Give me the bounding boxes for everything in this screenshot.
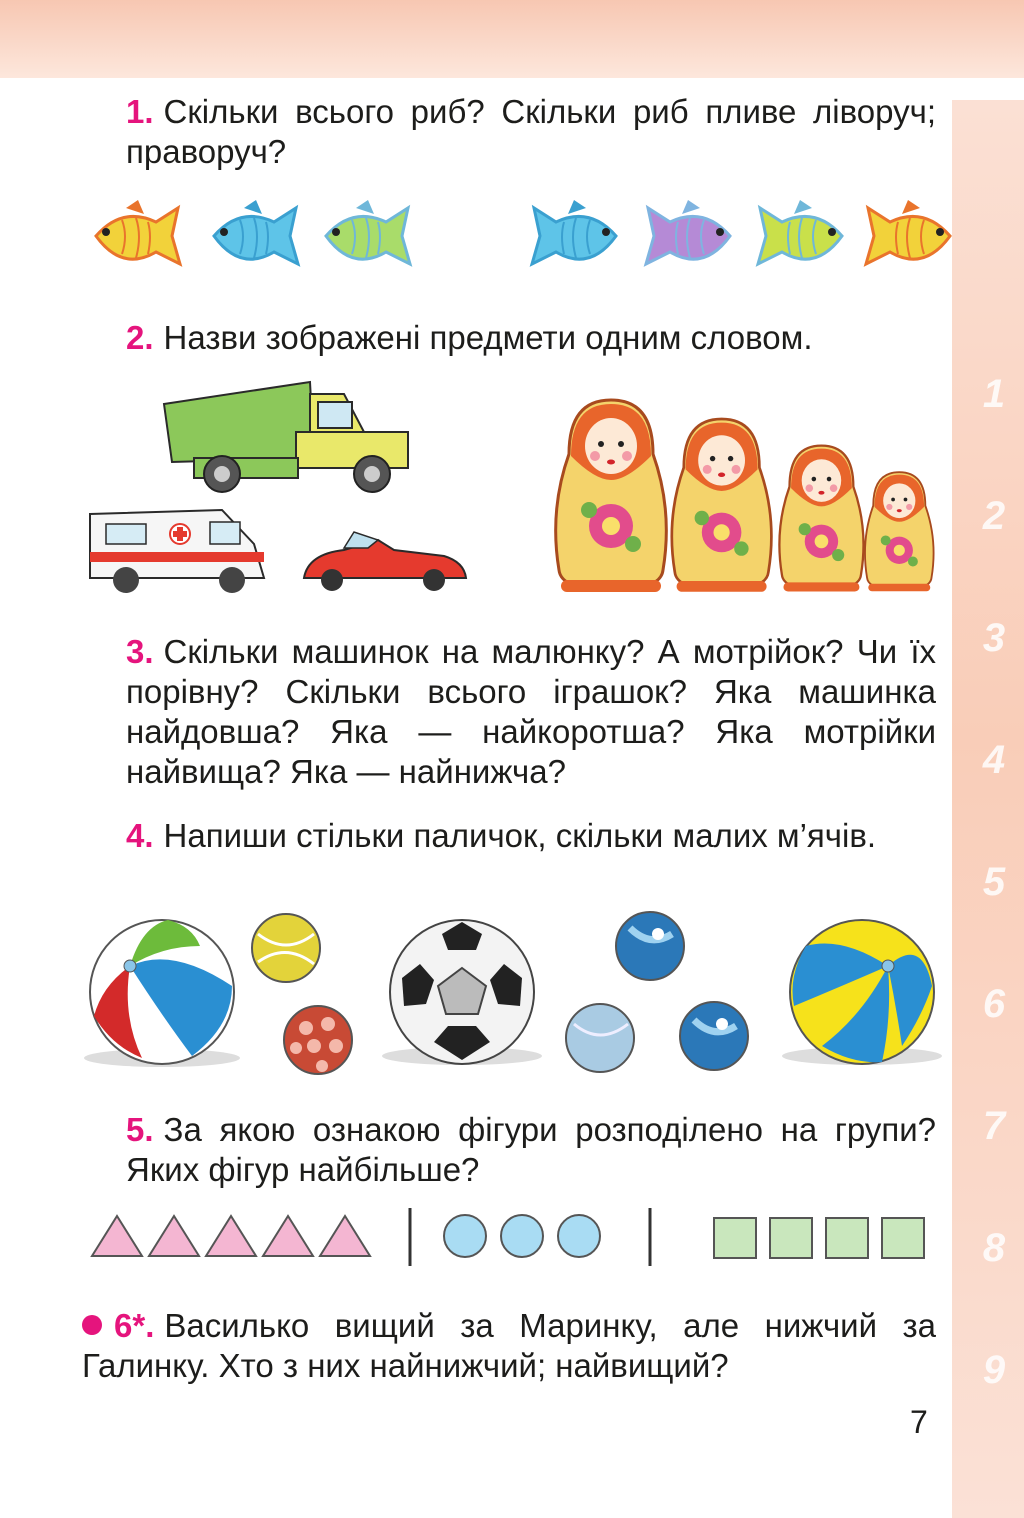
fish-icon bbox=[96, 200, 180, 264]
toys-svg bbox=[82, 372, 942, 612]
fish-icon bbox=[326, 200, 410, 264]
toys-illustration bbox=[82, 372, 942, 612]
triangle-shape bbox=[92, 1216, 142, 1256]
top-header-band bbox=[0, 0, 1024, 78]
square-shape bbox=[714, 1218, 756, 1258]
blue-ball-icon bbox=[616, 912, 684, 980]
task-3 bbox=[82, 632, 936, 792]
fish-icon bbox=[866, 200, 950, 264]
task-text: Напиши стільки паличок, скільки малих м’ячів. bbox=[163, 817, 877, 854]
fish-icon bbox=[532, 200, 616, 264]
side-tab-9: 9 bbox=[982, 1348, 1006, 1392]
circle-shape bbox=[501, 1215, 543, 1257]
task-text: Скільки машинок на малюнку? А мотрійок? Чи їх порівну? Скільки всього іграшок? Яка машинка найдовша? Яка — найкоротша? Яка мотрійки найвища? Яка — найнижча? bbox=[126, 633, 936, 790]
blue-ball-small-icon bbox=[680, 1002, 748, 1070]
side-tab-3: 3 bbox=[982, 616, 1006, 660]
balls-illustration bbox=[82, 906, 942, 1076]
task-number: 1. bbox=[126, 93, 154, 130]
square-shape bbox=[882, 1218, 924, 1258]
circle-shape bbox=[444, 1215, 486, 1257]
task-text: За якою ознакою фігури розподілено на групи? Яких фігур найбільше? bbox=[126, 1111, 936, 1188]
sports-car-illustration bbox=[304, 532, 466, 591]
task-1 bbox=[82, 92, 936, 172]
beach-ball-large-icon bbox=[90, 920, 234, 1064]
truck-illustration bbox=[164, 382, 408, 492]
square-shape bbox=[826, 1218, 868, 1258]
fish-illustration bbox=[82, 192, 942, 282]
task-2 bbox=[82, 318, 936, 358]
circle-shape bbox=[558, 1215, 600, 1257]
fish-group bbox=[82, 192, 942, 282]
task-text: Скільки всього риб? Скільки риб пливе ліворуч; праворуч? bbox=[126, 93, 936, 170]
matryoshka-icon bbox=[672, 419, 772, 592]
side-tab-5: 5 bbox=[982, 860, 1006, 904]
ambulance-illustration bbox=[90, 510, 264, 593]
task-number: 4. bbox=[126, 817, 154, 854]
tennis-ball-icon bbox=[252, 914, 320, 982]
square-shape bbox=[770, 1218, 812, 1258]
dotted-ball-icon bbox=[284, 1006, 352, 1074]
triangle-shape bbox=[206, 1216, 256, 1256]
side-tab-1: 1 bbox=[982, 372, 1006, 416]
matryoshka-icon bbox=[556, 400, 667, 592]
matryoshka-icon bbox=[779, 446, 863, 592]
bullet-dot-icon bbox=[82, 1315, 102, 1335]
side-tab-2: 2 bbox=[982, 494, 1006, 538]
beach-ball-yellow-icon bbox=[790, 920, 934, 1064]
side-tab-4: 4 bbox=[982, 738, 1006, 782]
page-number: 7 bbox=[910, 1404, 928, 1440]
matryoshka-icon bbox=[865, 472, 934, 591]
shapes-illustration bbox=[82, 1206, 942, 1272]
task-text: Назви зображені предмети одним словом. bbox=[163, 319, 813, 356]
fish-icon bbox=[214, 200, 298, 264]
triangle-shape bbox=[263, 1216, 313, 1256]
task-number: 3. bbox=[126, 633, 154, 670]
shapes-group bbox=[82, 1206, 942, 1272]
task-number: 5. bbox=[126, 1111, 154, 1148]
side-tab-6: 6 bbox=[982, 982, 1006, 1026]
soccer-ball-icon bbox=[390, 920, 534, 1064]
matryoshka-group bbox=[556, 400, 934, 592]
task-5 bbox=[82, 1110, 936, 1190]
pale-tennis-ball-icon bbox=[566, 1004, 634, 1072]
triangle-shape bbox=[320, 1216, 370, 1256]
fish-icon bbox=[646, 200, 730, 264]
task-text: Василько вищий за Маринку, але нижчий за Галинку. Хто з них найнижчий; найвищий? bbox=[82, 1307, 936, 1384]
task-number: 2. bbox=[126, 319, 154, 356]
fish-icon bbox=[758, 200, 842, 264]
triangle-shape bbox=[149, 1216, 199, 1256]
side-tab-7: 7 bbox=[982, 1104, 1006, 1148]
task-number: 6*. bbox=[114, 1307, 155, 1344]
task-4 bbox=[82, 816, 936, 856]
side-tab-8: 8 bbox=[982, 1226, 1006, 1270]
task-6 bbox=[82, 1306, 936, 1386]
balls-svg bbox=[82, 906, 942, 1076]
side-index-band bbox=[952, 100, 1024, 1518]
